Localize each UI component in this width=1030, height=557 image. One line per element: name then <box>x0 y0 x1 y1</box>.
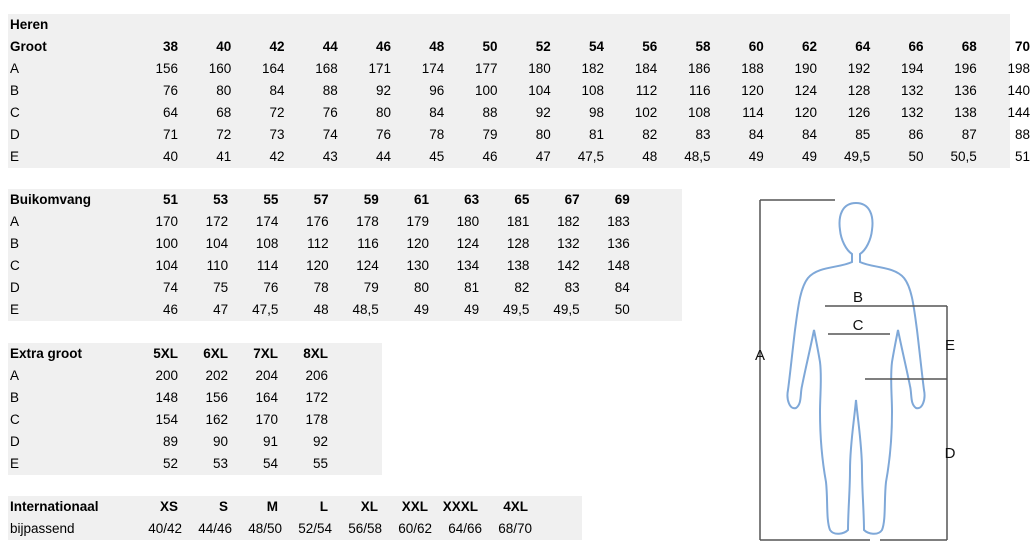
table-cell: 80 <box>375 105 391 120</box>
table-cell: 138 <box>954 105 977 120</box>
table-cell: 50,5 <box>950 149 977 164</box>
table-cell: 120 <box>794 105 817 120</box>
table-cell: 124 <box>794 83 817 98</box>
table-cell: 83 <box>564 280 580 295</box>
table-cell: 196 <box>954 61 977 76</box>
table-cell: 128 <box>506 236 530 251</box>
extra-groot-table <box>8 343 382 475</box>
table-cell: 136 <box>954 83 977 98</box>
table-cell: 50 <box>908 149 924 164</box>
table-cell: 81 <box>588 127 604 142</box>
bijpassend-label: bijpassend <box>10 521 75 536</box>
table-cell: 76 <box>375 127 391 142</box>
table-cell: 177 <box>474 61 498 76</box>
table-cell: 80 <box>413 280 429 295</box>
groot-label: Groot <box>10 39 47 54</box>
table-cell: 202 <box>205 368 228 383</box>
label-c: C <box>852 317 864 334</box>
table-cell: 71 <box>162 127 178 142</box>
table-cell: 148 <box>607 258 630 273</box>
table-cell: 112 <box>307 236 329 251</box>
size-header: L <box>319 499 328 514</box>
row-label: B <box>10 390 20 405</box>
size-header: 38 <box>162 39 178 54</box>
table-cell: 178 <box>305 412 328 427</box>
table-cell: 200 <box>155 368 178 383</box>
table-cell: 156 <box>205 390 228 405</box>
table-cell: 52 <box>162 456 178 471</box>
table-cell: 102 <box>634 105 658 120</box>
table-cell: 80 <box>216 83 232 98</box>
table-cell: 164 <box>261 61 285 76</box>
table-cell: 49 <box>748 149 764 164</box>
table-cell: 174 <box>255 214 279 229</box>
size-header: XL <box>360 499 378 514</box>
table-cell: 40/42 <box>148 521 182 536</box>
table-cell: 43 <box>322 149 338 164</box>
table-cell: 142 <box>557 258 580 273</box>
row-label: E <box>10 302 20 317</box>
heren-title: Heren <box>10 17 49 32</box>
table-cell: 134 <box>456 258 480 273</box>
table-cell: 180 <box>528 61 551 76</box>
table-cell: 124 <box>356 258 379 273</box>
size-header: 60 <box>748 39 764 54</box>
table-cell: 49 <box>801 149 817 164</box>
table-cell: 98 <box>588 105 604 120</box>
size-header: 69 <box>614 192 630 207</box>
table-cell: 104 <box>205 236 229 251</box>
table-cell: 116 <box>357 236 379 251</box>
size-header: 61 <box>413 192 429 207</box>
table-cell: 176 <box>306 214 329 229</box>
table-cell: 104 <box>155 258 178 273</box>
table-cell: 90 <box>212 434 228 449</box>
table-cell: 81 <box>464 280 480 295</box>
internationaal-label: Internationaal <box>10 499 99 514</box>
table-cell: 190 <box>794 61 817 76</box>
table-cell: 84 <box>748 127 764 142</box>
buikomvang-table <box>8 189 682 321</box>
table-cell: 92 <box>535 105 551 120</box>
size-header: 52 <box>535 39 551 54</box>
size-header: 5XL <box>153 346 178 361</box>
table-cell: 156 <box>155 61 178 76</box>
table-cell: 49 <box>413 302 429 317</box>
row-label: A <box>10 214 20 229</box>
size-header: 58 <box>695 39 711 54</box>
table-cell: 108 <box>581 83 604 98</box>
table-cell: 72 <box>216 127 232 142</box>
table-cell: 154 <box>155 412 178 427</box>
table-cell: 96 <box>429 83 445 98</box>
table-cell: 112 <box>635 83 658 98</box>
table-cell: 104 <box>528 83 551 98</box>
table-cell: 136 <box>607 236 630 251</box>
table-cell: 186 <box>687 61 711 76</box>
table-cell: 164 <box>255 390 278 405</box>
table-cell: 91 <box>262 434 278 449</box>
table-cell: 171 <box>368 61 391 76</box>
table-cell: 180 <box>456 214 480 229</box>
table-cell: 75 <box>213 280 229 295</box>
table-cell: 76 <box>263 280 279 295</box>
table-cell: 162 <box>205 412 228 427</box>
row-label: A <box>10 61 20 76</box>
size-header: 59 <box>363 192 379 207</box>
table-cell: 85 <box>855 127 871 142</box>
buikomvang-label: Buikomvang <box>10 192 92 207</box>
size-header: 62 <box>801 39 817 54</box>
size-header: 67 <box>564 192 580 207</box>
table-cell: 49,5 <box>843 149 871 164</box>
label-d: D <box>944 445 956 462</box>
table-cell: 49,5 <box>503 302 530 317</box>
table-cell: 44/46 <box>198 521 232 536</box>
table-cell: 126 <box>847 105 871 120</box>
table-cell: 79 <box>482 127 498 142</box>
table-cell: 100 <box>155 236 178 251</box>
row-label: E <box>10 149 20 164</box>
table-cell: 140 <box>1007 83 1030 98</box>
table-cell: 55 <box>312 456 328 471</box>
table-cell: 194 <box>900 61 924 76</box>
label-e: E <box>944 337 956 354</box>
table-cell: 78 <box>313 280 329 295</box>
table-cell: 148 <box>155 390 178 405</box>
measurement-lines <box>760 200 947 540</box>
table-cell: 179 <box>406 214 429 229</box>
table-cell: 64 <box>162 105 178 120</box>
table-cell: 87 <box>961 127 977 142</box>
size-header: 4XL <box>503 499 528 514</box>
table-cell: 54 <box>262 456 278 471</box>
size-header: 44 <box>322 39 338 54</box>
table-cell: 182 <box>557 214 580 229</box>
table-cell: 60/62 <box>398 521 432 536</box>
table-cell: 83 <box>695 127 711 142</box>
table-cell: 92 <box>375 83 391 98</box>
table-cell: 45 <box>429 149 445 164</box>
extra-groot-label: Extra groot <box>10 346 83 361</box>
table-cell: 48,5 <box>352 302 379 317</box>
table-cell: 47,5 <box>577 149 604 164</box>
table-cell: 41 <box>216 149 232 164</box>
table-cell: 178 <box>356 214 379 229</box>
table-cell: 46 <box>162 302 178 317</box>
table-cell: 108 <box>255 236 279 251</box>
size-header: 65 <box>514 192 530 207</box>
table-cell: 51 <box>1014 149 1030 164</box>
table-cell: 46 <box>482 149 498 164</box>
size-header: 63 <box>464 192 480 207</box>
table-cell: 47 <box>535 149 551 164</box>
table-cell: 116 <box>688 83 711 98</box>
table-cell: 88 <box>482 105 498 120</box>
size-header: 64 <box>855 39 871 54</box>
size-header: 42 <box>269 39 285 54</box>
table-cell: 132 <box>900 83 924 98</box>
table-cell: 192 <box>847 61 871 76</box>
row-label: B <box>10 236 20 251</box>
table-cell: 144 <box>1007 105 1030 120</box>
size-header: 50 <box>482 39 498 54</box>
table-cell: 48 <box>642 149 658 164</box>
table-cell: 182 <box>581 61 604 76</box>
table-cell: 48/50 <box>248 521 282 536</box>
table-cell: 204 <box>255 368 278 383</box>
table-cell: 92 <box>312 434 328 449</box>
size-header: XS <box>159 499 178 514</box>
size-header: S <box>218 499 228 514</box>
table-cell: 42 <box>269 149 285 164</box>
table-cell: 84 <box>801 127 817 142</box>
row-label: C <box>10 412 20 427</box>
table-cell: 47 <box>213 302 229 317</box>
table-cell: 172 <box>205 214 229 229</box>
table-cell: 114 <box>256 258 279 273</box>
table-cell: 120 <box>406 236 429 251</box>
table-cell: 80 <box>535 127 551 142</box>
table-cell: 53 <box>212 456 228 471</box>
table-cell: 181 <box>506 214 530 229</box>
table-cell: 50 <box>614 302 630 317</box>
row-label: D <box>10 127 20 142</box>
table-cell: 174 <box>421 61 445 76</box>
table-cell: 184 <box>634 61 658 76</box>
table-cell: 88 <box>322 83 338 98</box>
size-header: 51 <box>162 192 178 207</box>
table-cell: 132 <box>557 236 580 251</box>
table-cell: 120 <box>741 83 764 98</box>
table-cell: 64/66 <box>448 521 482 536</box>
table-cell: 82 <box>514 280 530 295</box>
size-header: 53 <box>213 192 229 207</box>
row-label: B <box>10 83 20 98</box>
table-cell: 68 <box>216 105 232 120</box>
table-cell: 170 <box>255 412 278 427</box>
table-cell: 124 <box>456 236 480 251</box>
table-cell: 74 <box>322 127 338 142</box>
body-outline <box>787 203 924 534</box>
table-cell: 172 <box>305 390 328 405</box>
table-cell: 79 <box>363 280 379 295</box>
table-cell: 206 <box>305 368 328 383</box>
row-label: D <box>10 280 20 295</box>
size-header: 46 <box>375 39 391 54</box>
size-header: 7XL <box>253 346 278 361</box>
table-cell: 68/70 <box>498 521 532 536</box>
table-cell: 88 <box>1014 127 1030 142</box>
table-cell: 100 <box>474 83 498 98</box>
size-header: 68 <box>961 39 977 54</box>
table-cell: 84 <box>614 280 630 295</box>
table-cell: 108 <box>687 105 711 120</box>
size-header: 8XL <box>303 346 328 361</box>
table-cell: 168 <box>315 61 338 76</box>
table-cell: 110 <box>206 258 229 273</box>
table-cell: 49,5 <box>553 302 580 317</box>
size-header: 6XL <box>203 346 228 361</box>
table-cell: 44 <box>375 149 391 164</box>
table-cell: 74 <box>162 280 178 295</box>
table-cell: 76 <box>322 105 338 120</box>
table-cell: 198 <box>1007 61 1030 76</box>
table-cell: 82 <box>642 127 658 142</box>
table-cell: 76 <box>162 83 178 98</box>
table-cell: 128 <box>847 83 871 98</box>
size-header: XXXL <box>442 499 478 514</box>
size-header: 56 <box>642 39 658 54</box>
row-label: A <box>10 368 20 383</box>
table-cell: 40 <box>162 149 178 164</box>
table-cell: 170 <box>155 214 178 229</box>
label-a: A <box>754 347 766 364</box>
size-header: M <box>266 499 278 514</box>
table-cell: 78 <box>429 127 445 142</box>
internationaal-table <box>8 496 582 540</box>
table-cell: 188 <box>741 61 764 76</box>
size-header: XXL <box>401 499 428 514</box>
table-cell: 132 <box>900 105 924 120</box>
table-cell: 86 <box>908 127 924 142</box>
heren-table <box>8 14 1030 168</box>
table-cell: 52/54 <box>298 521 332 536</box>
table-cell: 48,5 <box>684 149 711 164</box>
row-label: D <box>10 434 20 449</box>
row-label: C <box>10 258 20 273</box>
size-header: 70 <box>1014 39 1030 54</box>
table-cell: 72 <box>269 105 285 120</box>
table-cell: 89 <box>162 434 178 449</box>
body-measurement-figure <box>740 190 980 550</box>
table-cell: 84 <box>269 83 285 98</box>
size-header: 40 <box>216 39 232 54</box>
table-cell: 138 <box>506 258 530 273</box>
table-cell: 48 <box>313 302 329 317</box>
table-cell: 47,5 <box>252 302 279 317</box>
size-header: 66 <box>908 39 924 54</box>
row-label: C <box>10 105 20 120</box>
table-cell: 56/58 <box>348 521 382 536</box>
table-cell: 114 <box>742 105 764 120</box>
table-cell: 73 <box>269 127 285 142</box>
table-cell: 120 <box>306 258 329 273</box>
row-label: E <box>10 456 20 471</box>
size-header: 55 <box>263 192 279 207</box>
table-cell: 130 <box>406 258 429 273</box>
label-b: B <box>852 289 864 306</box>
table-cell: 84 <box>429 105 445 120</box>
size-header: 54 <box>588 39 604 54</box>
size-header: 57 <box>313 192 329 207</box>
table-cell: 183 <box>607 214 630 229</box>
table-cell: 49 <box>464 302 480 317</box>
size-header: 48 <box>429 39 445 54</box>
table-cell: 160 <box>208 61 232 76</box>
